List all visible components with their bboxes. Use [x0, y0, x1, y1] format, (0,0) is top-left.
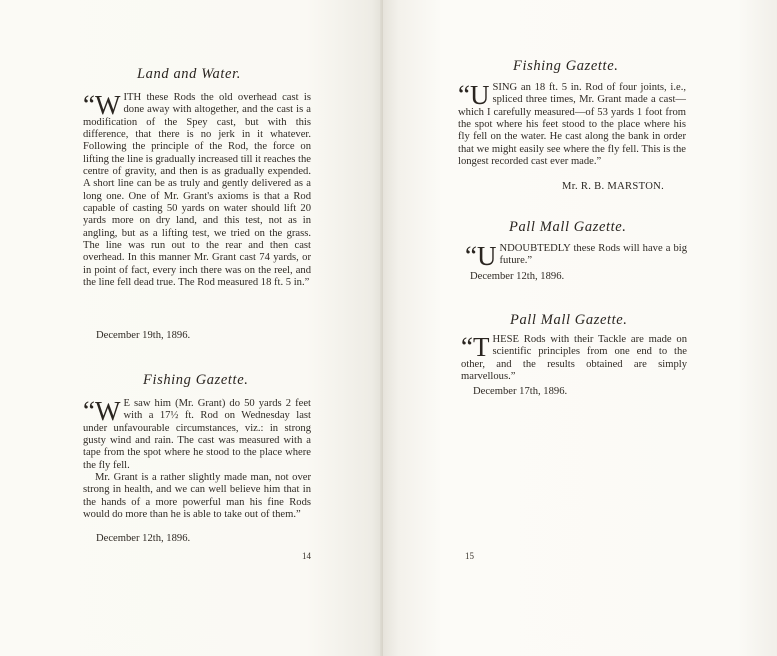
left-page — [0, 0, 383, 656]
fishing-gazette-left-date: December 12th, 1896. — [96, 533, 191, 544]
heading-fishing-gazette-left: Fishing Gazette. — [143, 372, 249, 388]
pall-mall-1-date: December 12th, 1896. — [470, 271, 565, 282]
pall-mall-2-body: HESE Rods with their Tackle are made on scientific principles from one end to the other, and the results obtained are simply marvellous.” — [461, 334, 687, 383]
pall-mall-1-body: NDOUBTEDLY these Rods will have a big future.” — [499, 243, 687, 267]
pall-mall-2-text — [461, 334, 687, 383]
land-and-water-text — [83, 92, 311, 290]
right-page — [383, 0, 777, 656]
signature-marston: Mr. R. B. MARSTON. — [562, 181, 665, 192]
dropcap: “T — [461, 332, 490, 362]
pall-mall-1-text — [465, 241, 687, 271]
land-and-water-body: ITH these Rods the old overhead cast is done away with altogether, and the cast is a modification of the Spey cast, but with this difference, that there is no jerk in it whatever. Following the principle of the Rod, the force on lifting the line is gradually increased till it reaches the centre of gravity, and then is as gradually expended. A short line can be as truly and gently delivered as a long one. One of Mr. Grant's axioms is that a Rod capable of casting 50 yards on water should lift 20 yards more on dry land, and this test, not as in angling, but as a lifting test, we tried on the grass. The line was run out to the rear and then cast overhead. In this manner Mr. Grant cast 74 yards, or in point of fact, every inch there was on the reel, and the line fell dead true. The Rod measured 18 ft. 5 in.” — [83, 92, 311, 289]
pall-mall-2-date: December 17th, 1896. — [473, 386, 568, 397]
dropcap: “W — [83, 396, 121, 426]
fishing-gazette-left-body: E saw him (Mr. Grant) do 50 yards 2 feet with a 17½ ft. Rod on Wednesday last under unfavourable circumstances, viz.: in strong gusty wind and rain. The cast was measured with a tape from the spot where he stood to the place where the fly fell. — [83, 398, 311, 471]
dropcap: “U — [458, 80, 490, 110]
fishing-gazette-left-text — [83, 398, 311, 472]
land-and-water-date: December 19th, 1896. — [96, 330, 191, 341]
heading-fishing-gazette-right: Fishing Gazette. — [513, 58, 619, 74]
heading-pall-mall-1: Pall Mall Gazette. — [509, 219, 627, 235]
page-number-left: 14 — [302, 551, 311, 561]
dropcap: “W — [83, 90, 121, 120]
page-number-right: 15 — [465, 551, 474, 561]
heading-land-and-water: Land and Water. — [137, 66, 241, 82]
heading-pall-mall-2: Pall Mall Gazette. — [510, 312, 628, 328]
dropcap: “U — [465, 241, 497, 271]
fishing-gazette-left-text2: Mr. Grant is a rather slightly made man, not over strong in health, and we can well believe him that in the hands of a more powerful man his fine Rods would do more than he is able to take out of them.” — [83, 472, 311, 521]
fishing-gazette-right-text — [458, 82, 686, 168]
fishing-gazette-right-body: SING an 18 ft. 5 in. Rod of four joints, i.e., spliced three times, Mr. Grant made a cast—which I carefully measured—of 53 yards 1 foot from the spot where his feet stood to the place where his fly fell on the water. He cast along the bank in order that we might easily see where the fly fell. This is the longest recorded cast ever made.” — [458, 82, 686, 168]
